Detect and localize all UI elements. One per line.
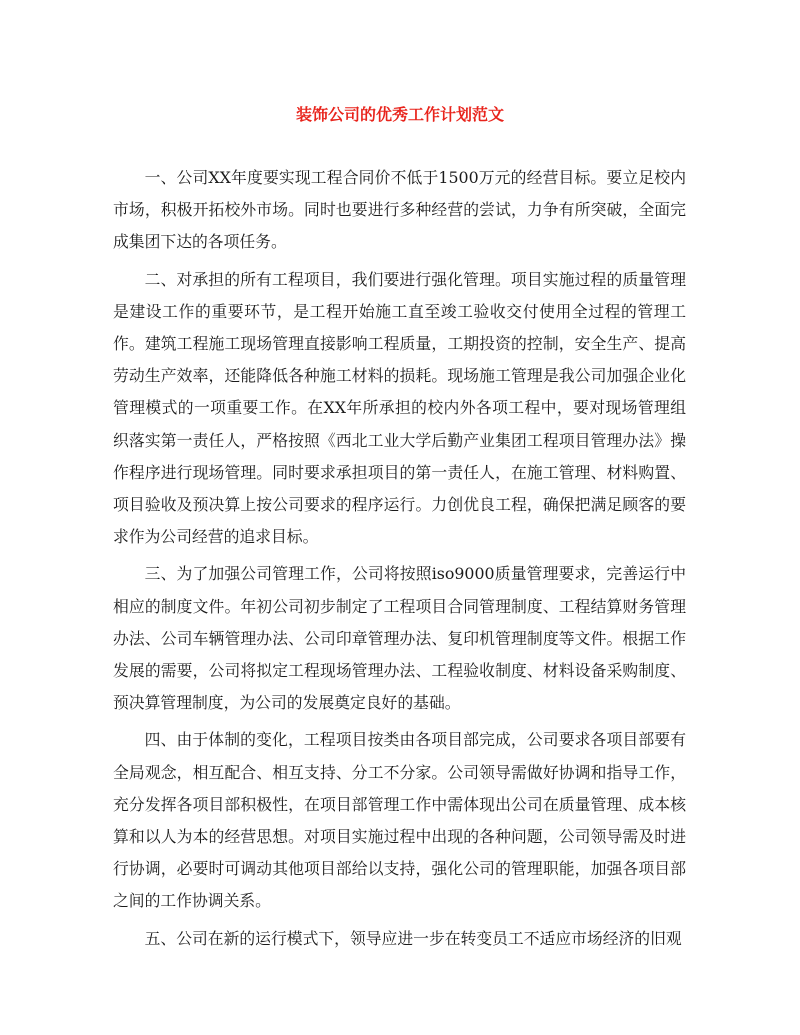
paragraph-3: 三、为了加强公司管理工作，公司将按照iso9000质量管理要求，完善运行中相应的制度文件。年初公司初步制定了工程项目合同管理制度、工程结算财务管理办法、公司车辆管理办法、公司印章管理办法、复印机管理制度等文件。根据工作发展的需要，公司将拟定工程现场管理办法、工程验收制度、材料设备采购制度、预决算管理制度，为公司的发展奠定良好的基础。 bbox=[113, 564, 686, 713]
paragraph-5: 五、公司在新的运行模式下，领导应进一步在转变员工不适应市场经济的旧观 bbox=[144, 928, 682, 948]
paragraph-2: 二、对承担的所有工程项目，我们要进行强化管理。项目实施过程的质量管理是建设工作的重要环节，是工程开始施工直至竣工验收交付使用全过程的管理工作。建筑工程施工现场管理直接影响工程质量，工期投资的控制，安全生产、提高劳动生产效率，还能降低各种施工材料的损耗。现场施工管理是我公司加强企业化管理模式的一项重要工作。在XX年所承担的校内外各项工程中，要对现场管理组织落实第一责任人，严格按照《西北工业大学后勤产业集团工程项目管理办法》操作程序进行现场管理。同时要求承担项目的第一责任人，在施工管理、材料购置、项目验收及预决算上按公司要求的程序运行。力创优良工程，确保把满足顾客的要求作为公司经营的追求目标。 bbox=[113, 269, 686, 547]
document-title: 装饰公司的优秀工作计划范文 bbox=[295, 105, 504, 124]
document-body bbox=[113, 162, 686, 960]
paragraph-4: 四、由于体制的变化，工程项目按类由各项目部完成，公司要求各项目部要有全局观念，相互配合、相互支持、分工不分家。公司领导需做好协调和指导工作，充分发挥各项目部积极性，在项目部管理工作中需体现出公司在质量管理、成本核算和以人为本的经营思想。对项目实施过程中出现的各种问题，公司领导需及时进行协调，必要时可调动其他项目部给以支持，强化公司的管理职能，加强各项目部之间的工作协调关系。 bbox=[113, 730, 686, 911]
paragraph-1: 一、公司XX年度要实现工程合同价不低于1500万元的经营目标。要立足校内市场，积极开拓校外市场。同时也要进行多种经营的尝试，力争有所突破，全面完成集团下达的各项任务。 bbox=[113, 168, 686, 252]
